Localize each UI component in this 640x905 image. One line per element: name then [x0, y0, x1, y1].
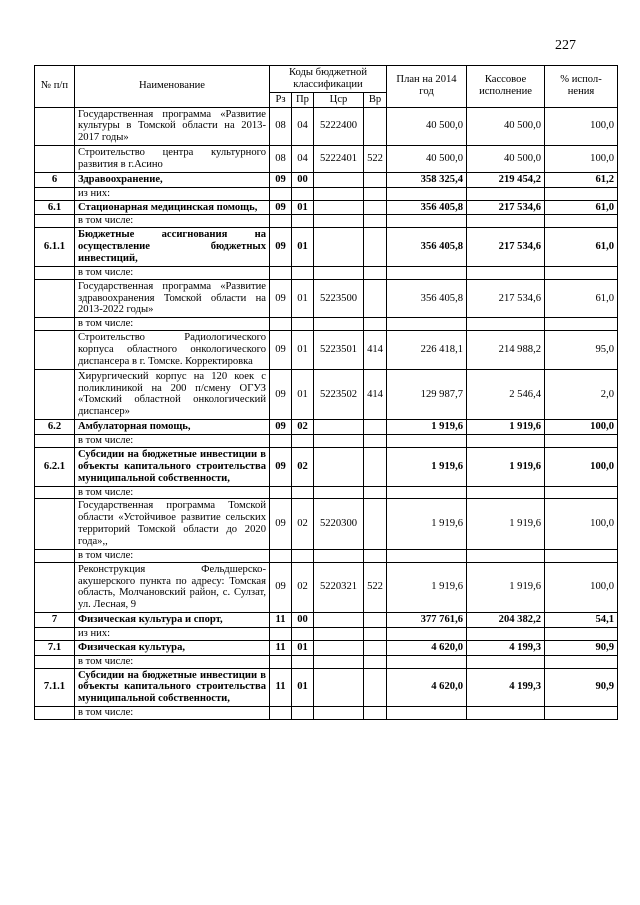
- header-percent: % испол-нения: [545, 66, 618, 108]
- table-subheader-row: [35, 187, 618, 200]
- row-empty-cell: [364, 707, 387, 720]
- row-vr: [364, 499, 387, 549]
- row-vr: [364, 420, 387, 435]
- row-rz: 11: [270, 613, 292, 628]
- row-number: 6.1.1: [35, 228, 75, 267]
- row-empty-cell: [467, 707, 545, 720]
- row-number: [35, 549, 75, 562]
- table-row: [35, 562, 618, 612]
- row-number: [35, 435, 75, 448]
- row-name: Стационарная медицинская помощь,: [75, 200, 270, 215]
- row-csr: [314, 668, 364, 707]
- table-row: [35, 146, 618, 173]
- row-rz: 08: [270, 146, 292, 173]
- row-subheader-label: в том числе:: [75, 549, 270, 562]
- row-rz: 09: [270, 499, 292, 549]
- row-name: Строительство центра культурного развития в г.Асино: [75, 146, 270, 173]
- row-csr: [314, 640, 364, 655]
- row-empty-cell: [467, 266, 545, 279]
- row-percent: 100,0: [545, 420, 618, 435]
- row-number: 6.1: [35, 200, 75, 215]
- row-empty-cell: [387, 266, 467, 279]
- table-subheader-row: [35, 549, 618, 562]
- row-name: Здравоохранение,: [75, 172, 270, 187]
- row-empty-cell: [545, 627, 618, 640]
- row-csr: 5223502: [314, 369, 364, 419]
- row-percent: 61,0: [545, 279, 618, 318]
- row-percent: 90,9: [545, 668, 618, 707]
- row-empty-cell: [364, 318, 387, 331]
- row-empty-cell: [270, 318, 292, 331]
- row-number: [35, 331, 75, 370]
- row-empty-cell: [467, 215, 545, 228]
- row-empty-cell: [292, 435, 314, 448]
- row-plan: 226 418,1: [387, 331, 467, 370]
- row-empty-cell: [270, 707, 292, 720]
- row-empty-cell: [387, 627, 467, 640]
- row-vr: [364, 172, 387, 187]
- row-empty-cell: [364, 486, 387, 499]
- row-vr: [364, 107, 387, 146]
- row-name: Реконструкция Фельдшерско-акушерского пункта по адресу: Томская область, Молчановский район, с. Сулзат, ул. Лесная, 9: [75, 562, 270, 612]
- row-name: Физическая культура,: [75, 640, 270, 655]
- row-empty-cell: [364, 435, 387, 448]
- row-percent: 61,0: [545, 200, 618, 215]
- row-csr: [314, 200, 364, 215]
- row-cash: 1 919,6: [467, 447, 545, 486]
- row-subheader-label: в том числе:: [75, 655, 270, 668]
- row-csr: 5222401: [314, 146, 364, 173]
- row-number: [35, 627, 75, 640]
- row-plan: 1 919,6: [387, 420, 467, 435]
- row-number: [35, 707, 75, 720]
- row-number: [35, 187, 75, 200]
- row-number: [35, 486, 75, 499]
- row-vr: [364, 640, 387, 655]
- row-empty-cell: [314, 655, 364, 668]
- row-rz: 09: [270, 331, 292, 370]
- row-empty-cell: [270, 655, 292, 668]
- table-row: [35, 172, 618, 187]
- row-pr: 01: [292, 279, 314, 318]
- row-pr: 04: [292, 146, 314, 173]
- row-name: Субсидии на бюджетные инвестиции в объекты капитального строительства муниципальной собственности,: [75, 668, 270, 707]
- row-empty-cell: [467, 486, 545, 499]
- row-empty-cell: [314, 549, 364, 562]
- row-empty-cell: [545, 707, 618, 720]
- row-rz: 09: [270, 562, 292, 612]
- row-pr: 01: [292, 369, 314, 419]
- row-cash: 40 500,0: [467, 107, 545, 146]
- row-number: [35, 215, 75, 228]
- row-percent: 54,1: [545, 613, 618, 628]
- row-vr: [364, 279, 387, 318]
- row-csr: [314, 613, 364, 628]
- row-cash: 1 919,6: [467, 420, 545, 435]
- row-percent: 61,0: [545, 228, 618, 267]
- table-subheader-row: [35, 486, 618, 499]
- row-csr: [314, 447, 364, 486]
- row-pr: 01: [292, 668, 314, 707]
- row-rz: 08: [270, 107, 292, 146]
- row-number: [35, 499, 75, 549]
- table-row: [35, 107, 618, 146]
- row-empty-cell: [467, 655, 545, 668]
- row-csr: 5223501: [314, 331, 364, 370]
- row-csr: 5220300: [314, 499, 364, 549]
- row-vr: [364, 228, 387, 267]
- row-plan: 377 761,6: [387, 613, 467, 628]
- row-subheader-label: в том числе:: [75, 707, 270, 720]
- table-subheader-row: [35, 435, 618, 448]
- row-rz: 09: [270, 228, 292, 267]
- row-name: Строительство Радиологического корпуса областного онкологического диспансера в г. Томске. Корректировка: [75, 331, 270, 370]
- table-subheader-row: [35, 318, 618, 331]
- table-header: [35, 66, 618, 108]
- row-empty-cell: [545, 266, 618, 279]
- row-vr: 522: [364, 146, 387, 173]
- row-cash: 217 534,6: [467, 200, 545, 215]
- row-cash: 204 382,2: [467, 613, 545, 628]
- row-cash: 219 454,2: [467, 172, 545, 187]
- row-number: 7.1: [35, 640, 75, 655]
- row-empty-cell: [364, 215, 387, 228]
- row-empty-cell: [292, 707, 314, 720]
- row-percent: 90,9: [545, 640, 618, 655]
- row-empty-cell: [545, 318, 618, 331]
- row-pr: 02: [292, 499, 314, 549]
- row-empty-cell: [292, 549, 314, 562]
- row-number: [35, 369, 75, 419]
- row-number: [35, 318, 75, 331]
- row-rz: 09: [270, 420, 292, 435]
- row-empty-cell: [270, 435, 292, 448]
- row-empty-cell: [467, 627, 545, 640]
- table-row: [35, 668, 618, 707]
- row-pr: 01: [292, 200, 314, 215]
- budget-table: [34, 65, 618, 720]
- row-cash: 4 199,3: [467, 668, 545, 707]
- row-number: [35, 655, 75, 668]
- row-empty-cell: [387, 215, 467, 228]
- row-percent: 100,0: [545, 146, 618, 173]
- row-subheader-label: в том числе:: [75, 215, 270, 228]
- row-empty-cell: [545, 549, 618, 562]
- table-subheader-row: [35, 266, 618, 279]
- row-empty-cell: [314, 707, 364, 720]
- row-rz: 09: [270, 172, 292, 187]
- row-name: Субсидии на бюджетные инвестиции в объекты капитального строительства муниципальной собственности,: [75, 447, 270, 486]
- row-rz: 09: [270, 447, 292, 486]
- row-pr: 00: [292, 172, 314, 187]
- row-subheader-label: в том числе:: [75, 266, 270, 279]
- table-body: [35, 107, 618, 719]
- row-empty-cell: [387, 549, 467, 562]
- row-cash: 2 546,4: [467, 369, 545, 419]
- row-vr: 522: [364, 562, 387, 612]
- row-empty-cell: [364, 549, 387, 562]
- row-cash: 217 534,6: [467, 279, 545, 318]
- row-empty-cell: [292, 627, 314, 640]
- page-number: 227: [555, 38, 576, 53]
- row-empty-cell: [292, 486, 314, 499]
- row-empty-cell: [387, 435, 467, 448]
- table-subheader-row: [35, 215, 618, 228]
- row-rz: 09: [270, 369, 292, 419]
- row-rz: 09: [270, 279, 292, 318]
- header-num: № п/п: [35, 66, 75, 108]
- row-empty-cell: [270, 486, 292, 499]
- row-percent: 95,0: [545, 331, 618, 370]
- row-empty-cell: [314, 266, 364, 279]
- row-empty-cell: [545, 215, 618, 228]
- row-subheader-label: из них:: [75, 187, 270, 200]
- row-csr: [314, 420, 364, 435]
- row-empty-cell: [292, 318, 314, 331]
- row-number: 6.2.1: [35, 447, 75, 486]
- row-name: Амбулаторная помощь,: [75, 420, 270, 435]
- row-empty-cell: [270, 266, 292, 279]
- row-subheader-label: в том числе:: [75, 318, 270, 331]
- row-empty-cell: [364, 627, 387, 640]
- row-cash: 1 919,6: [467, 562, 545, 612]
- row-plan: 40 500,0: [387, 146, 467, 173]
- row-percent: 100,0: [545, 562, 618, 612]
- table-subheader-row: [35, 707, 618, 720]
- row-empty-cell: [314, 435, 364, 448]
- row-number: 7: [35, 613, 75, 628]
- row-plan: 356 405,8: [387, 279, 467, 318]
- row-vr: [364, 668, 387, 707]
- row-name: Бюджетные ассигнования на осуществление бюджетных инвестиций,: [75, 228, 270, 267]
- table-row: [35, 420, 618, 435]
- row-empty-cell: [467, 318, 545, 331]
- row-rz: 11: [270, 640, 292, 655]
- row-empty-cell: [292, 187, 314, 200]
- table-subheader-row: [35, 655, 618, 668]
- row-name: Государственная программа Томской области «Устойчивое развитие сельских территорий Томской области до 2020 года»,,: [75, 499, 270, 549]
- row-empty-cell: [270, 549, 292, 562]
- row-percent: 100,0: [545, 107, 618, 146]
- row-vr: [364, 447, 387, 486]
- header-rz: Рз: [270, 92, 292, 107]
- row-number: 6.2: [35, 420, 75, 435]
- header-name: Наименование: [75, 66, 270, 108]
- row-empty-cell: [387, 318, 467, 331]
- row-empty-cell: [387, 486, 467, 499]
- row-subheader-label: в том числе:: [75, 486, 270, 499]
- table-subheader-row: [35, 627, 618, 640]
- row-empty-cell: [467, 187, 545, 200]
- row-cash: 217 534,6: [467, 228, 545, 267]
- row-csr: 5223500: [314, 279, 364, 318]
- row-empty-cell: [270, 627, 292, 640]
- row-csr: [314, 228, 364, 267]
- row-rz: 09: [270, 200, 292, 215]
- row-pr: 02: [292, 562, 314, 612]
- row-name: Физическая культура и спорт,: [75, 613, 270, 628]
- row-plan: 4 620,0: [387, 668, 467, 707]
- table-row: [35, 279, 618, 318]
- row-empty-cell: [545, 435, 618, 448]
- row-subheader-label: из них:: [75, 627, 270, 640]
- row-cash: 4 199,3: [467, 640, 545, 655]
- row-empty-cell: [545, 486, 618, 499]
- header-cash: Кассовое исполнение: [467, 66, 545, 108]
- row-csr: 5220321: [314, 562, 364, 612]
- row-pr: 04: [292, 107, 314, 146]
- row-number: [35, 279, 75, 318]
- row-number: [35, 266, 75, 279]
- row-pr: 02: [292, 447, 314, 486]
- row-plan: 40 500,0: [387, 107, 467, 146]
- row-pr: 01: [292, 331, 314, 370]
- row-plan: 356 405,8: [387, 200, 467, 215]
- table-row: [35, 331, 618, 370]
- table-row: [35, 613, 618, 628]
- header-plan: План на 2014 год: [387, 66, 467, 108]
- table-row: [35, 228, 618, 267]
- row-number: [35, 562, 75, 612]
- table-row: [35, 200, 618, 215]
- row-pr: 01: [292, 640, 314, 655]
- row-empty-cell: [545, 187, 618, 200]
- row-empty-cell: [314, 318, 364, 331]
- row-csr: [314, 172, 364, 187]
- row-pr: 01: [292, 228, 314, 267]
- row-plan: 129 987,7: [387, 369, 467, 419]
- row-empty-cell: [270, 187, 292, 200]
- table-row: [35, 640, 618, 655]
- row-empty-cell: [387, 187, 467, 200]
- row-pr: 00: [292, 613, 314, 628]
- row-vr: 414: [364, 331, 387, 370]
- row-empty-cell: [387, 655, 467, 668]
- row-empty-cell: [387, 707, 467, 720]
- row-empty-cell: [364, 187, 387, 200]
- row-percent: 100,0: [545, 447, 618, 486]
- row-plan: 358 325,4: [387, 172, 467, 187]
- row-empty-cell: [545, 655, 618, 668]
- table-row: [35, 369, 618, 419]
- row-number: [35, 107, 75, 146]
- row-empty-cell: [364, 655, 387, 668]
- row-percent: 61,2: [545, 172, 618, 187]
- header-codes: Коды бюджетной классификации: [270, 66, 387, 93]
- row-empty-cell: [314, 627, 364, 640]
- row-empty-cell: [292, 266, 314, 279]
- row-name: Государственная программа «Развитие культуры в Томской области на 2013-2017 годы»: [75, 107, 270, 146]
- row-empty-cell: [314, 187, 364, 200]
- row-name: Государственная программа «Развитие здравоохранения Томской области на 2013-2022 годы»: [75, 279, 270, 318]
- row-percent: 100,0: [545, 499, 618, 549]
- row-vr: [364, 613, 387, 628]
- row-plan: 1 919,6: [387, 447, 467, 486]
- row-plan: 4 620,0: [387, 640, 467, 655]
- row-empty-cell: [314, 486, 364, 499]
- row-plan: 356 405,8: [387, 228, 467, 267]
- row-vr: [364, 200, 387, 215]
- table-row: [35, 447, 618, 486]
- row-empty-cell: [314, 215, 364, 228]
- row-subheader-label: в том числе:: [75, 435, 270, 448]
- row-vr: 414: [364, 369, 387, 419]
- table-row: [35, 499, 618, 549]
- row-plan: 1 919,6: [387, 562, 467, 612]
- row-rz: 11: [270, 668, 292, 707]
- row-cash: 40 500,0: [467, 146, 545, 173]
- row-percent: 2,0: [545, 369, 618, 419]
- row-empty-cell: [292, 215, 314, 228]
- row-number: 6: [35, 172, 75, 187]
- row-empty-cell: [467, 549, 545, 562]
- row-pr: 02: [292, 420, 314, 435]
- row-cash: 214 988,2: [467, 331, 545, 370]
- row-empty-cell: [364, 266, 387, 279]
- header-csr: Цср: [314, 92, 364, 107]
- header-vr: Вр: [364, 92, 387, 107]
- row-csr: 5222400: [314, 107, 364, 146]
- row-empty-cell: [270, 215, 292, 228]
- header-pr: Пр: [292, 92, 314, 107]
- row-cash: 1 919,6: [467, 499, 545, 549]
- row-empty-cell: [292, 655, 314, 668]
- row-number: [35, 146, 75, 173]
- row-name: Хирургический корпус на 120 коек с поликлиникой на 200 п/смену ОГУЗ «Томский областной онкологический диспансер»: [75, 369, 270, 419]
- row-empty-cell: [467, 435, 545, 448]
- row-number: 7.1.1: [35, 668, 75, 707]
- row-plan: 1 919,6: [387, 499, 467, 549]
